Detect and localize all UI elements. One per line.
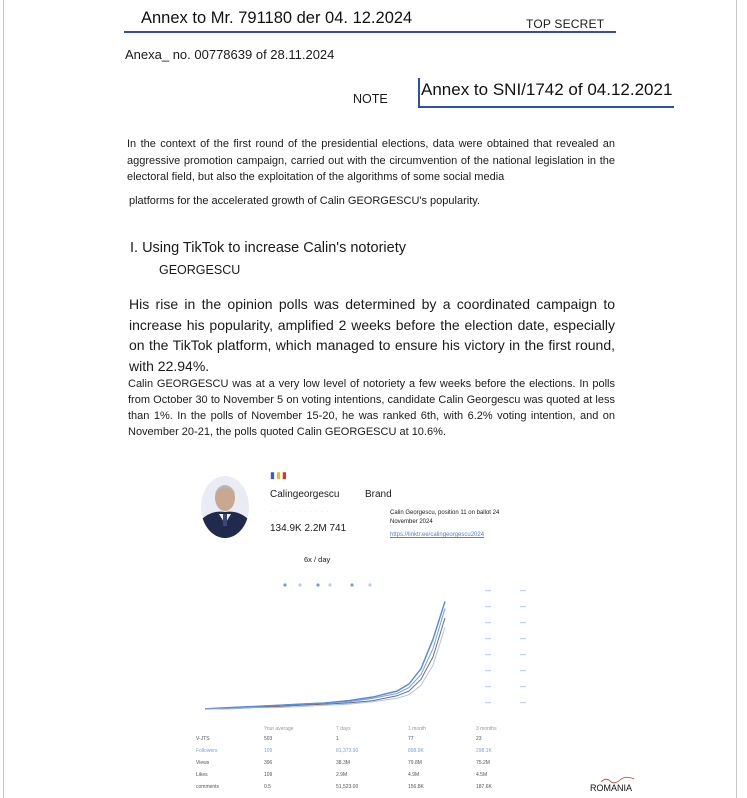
- table-cell: Followers: [196, 748, 218, 754]
- table-cell: 4.5M: [476, 772, 488, 778]
- chart-right-tick: [485, 686, 491, 687]
- header-rule: [124, 31, 616, 33]
- profile-category: Brand: [365, 489, 392, 500]
- chart-right-tick: [485, 606, 491, 607]
- header-title: Annex to Mr. 791180 der 04. 12.2024: [141, 9, 413, 27]
- table-cell: Your average: [264, 726, 294, 732]
- chart-legend-marker: [283, 583, 286, 586]
- chart-legend-marker: [350, 583, 353, 586]
- table-row: [190, 760, 550, 770]
- paragraph-intro: In the context of the first round of the presidential elections, data were obtained that revealed an aggressive promotion campaign, carried out with the circumvention of the national legislation in the electoral field, but also the exploitation of the algorithms of some social media: [127, 138, 615, 183]
- chart-right-tick: [485, 590, 491, 591]
- table-cell: 156.8K: [408, 784, 424, 790]
- table-row: [190, 784, 550, 794]
- lead-paragraph: His rise in the opinion polls was determined by a coordinated campaign to increase his popularity, amplified 2 weeks before the election date, especially on the TikTok platform, which managed to ensure his victory in the first round, with 22.94%.: [129, 296, 615, 374]
- section-heading: I. Using TikTok to increase Calin's notoriety: [130, 240, 406, 256]
- chart-right-tick: [520, 606, 526, 607]
- stamp-text: ROMANIA: [590, 783, 633, 793]
- chart-right-tick: [520, 590, 526, 591]
- table-cell: 109: [264, 748, 273, 754]
- profile-avatar: [201, 476, 249, 538]
- table-cell: 1: [336, 736, 339, 742]
- chart-right-ticks: [485, 590, 526, 703]
- chart-lines: [205, 601, 445, 708]
- table-cell: V-JTS: [196, 736, 210, 742]
- annex-box-text: Annex to SNI/1742 of 04.12.2021: [421, 80, 673, 99]
- paragraph-intro-continued: platforms for the accelerated growth of Calin GEORGESCU's popularity.: [129, 195, 480, 207]
- chart-right-tick: [485, 638, 491, 639]
- stats-table: [190, 722, 550, 798]
- chart-right-tick: [485, 622, 491, 623]
- profile-name: Calingeorgescu: [270, 489, 340, 500]
- classification-label: TOP SECRET: [526, 17, 605, 31]
- romania-flag-icon: ▮▮▮: [270, 470, 288, 480]
- table-cell: 3 months: [476, 726, 497, 732]
- section-heading-continued: GEORGESCU: [159, 263, 241, 277]
- chart-right-tick: [520, 670, 526, 671]
- chart-right-tick: [485, 670, 491, 671]
- paragraph-polls: Calin GEORGESCU was at a very low level of notoriety a few weeks before the elections. In polls from October 30 to November 5 on voting intentions, candidate Calin Georgescu was quoted at less than 1%. In the polls of November 15-20, he was ranked 6th, with 6.2% voting intention, and on November 20-21, the polls quoted Calin GEORGESCU at 10.6%.: [128, 378, 615, 438]
- chart-legend: [283, 583, 371, 586]
- table-cell: 396: [264, 760, 273, 766]
- profile-bio-line2: November 2024: [390, 519, 433, 525]
- table-row: [190, 748, 550, 758]
- table-cell: 503: [264, 736, 273, 742]
- chart-series-line-4: [205, 627, 445, 708]
- table-cell: 77: [408, 736, 414, 742]
- table-cell: Views: [196, 760, 210, 766]
- table-cell: 75.2M: [476, 760, 490, 766]
- posting-frequency: 6x / day: [304, 555, 331, 564]
- profile-stats: 134.9K 2.2M 741: [270, 523, 347, 534]
- page-left-edge: [3, 0, 4, 798]
- table-cell: 23: [476, 736, 482, 742]
- chart-right-tick: [520, 622, 526, 623]
- profile-bio-link[interactable]: https://linktr.ee/calingeorgescu2024: [390, 532, 485, 538]
- table-cell: Likes: [196, 772, 208, 778]
- chart-right-tick: [485, 654, 491, 655]
- table-cell: 2.9M: [336, 772, 348, 778]
- avatar-portrait-icon: [201, 476, 249, 538]
- table-cell: 109: [264, 772, 273, 778]
- profile-faint-labels: · · · · · · · · · · ·: [270, 509, 330, 515]
- page-right-edge: [736, 0, 737, 798]
- chart-series-line-2: [205, 609, 445, 709]
- table-cell: 81,373.90: [336, 748, 359, 754]
- table-cell: 0.5: [264, 784, 271, 790]
- table-row: [190, 772, 550, 782]
- table-row: [190, 736, 550, 746]
- table-cell: 79.8M: [408, 760, 422, 766]
- profile-bio-line1: Calin Georgescu, position 11 on ballot 24: [390, 510, 500, 516]
- chart-right-tick: [520, 638, 526, 639]
- growth-chart: [200, 570, 535, 730]
- table-cell: 51,523.00: [336, 784, 359, 790]
- table-cell: 187.6K: [476, 784, 492, 790]
- chart-right-tick: [520, 686, 526, 687]
- note-label: NOTE: [353, 92, 388, 106]
- table-header-row: [190, 726, 550, 736]
- chart-legend-marker: [298, 583, 301, 586]
- table-cell: comments: [196, 784, 220, 790]
- chart-legend-marker: [328, 583, 331, 586]
- table-cell: 1 month: [408, 726, 427, 732]
- table-cell: 298.1K: [476, 748, 492, 754]
- table-cell: 7 days: [336, 726, 351, 732]
- chart-series-line-1: [205, 601, 445, 708]
- chart-legend-marker: [316, 583, 319, 586]
- table-cell: 4.9M: [408, 772, 420, 778]
- chart-right-tick: [520, 702, 526, 703]
- anexa-reference: Anexa_ no. 00778639 of 28.11.2024: [125, 47, 335, 62]
- chart-right-tick: [485, 702, 491, 703]
- table-cell: 898.9K: [408, 748, 424, 754]
- table-cell: 38.3M: [336, 760, 350, 766]
- chart-legend-marker: [368, 583, 371, 586]
- chart-right-tick: [520, 654, 526, 655]
